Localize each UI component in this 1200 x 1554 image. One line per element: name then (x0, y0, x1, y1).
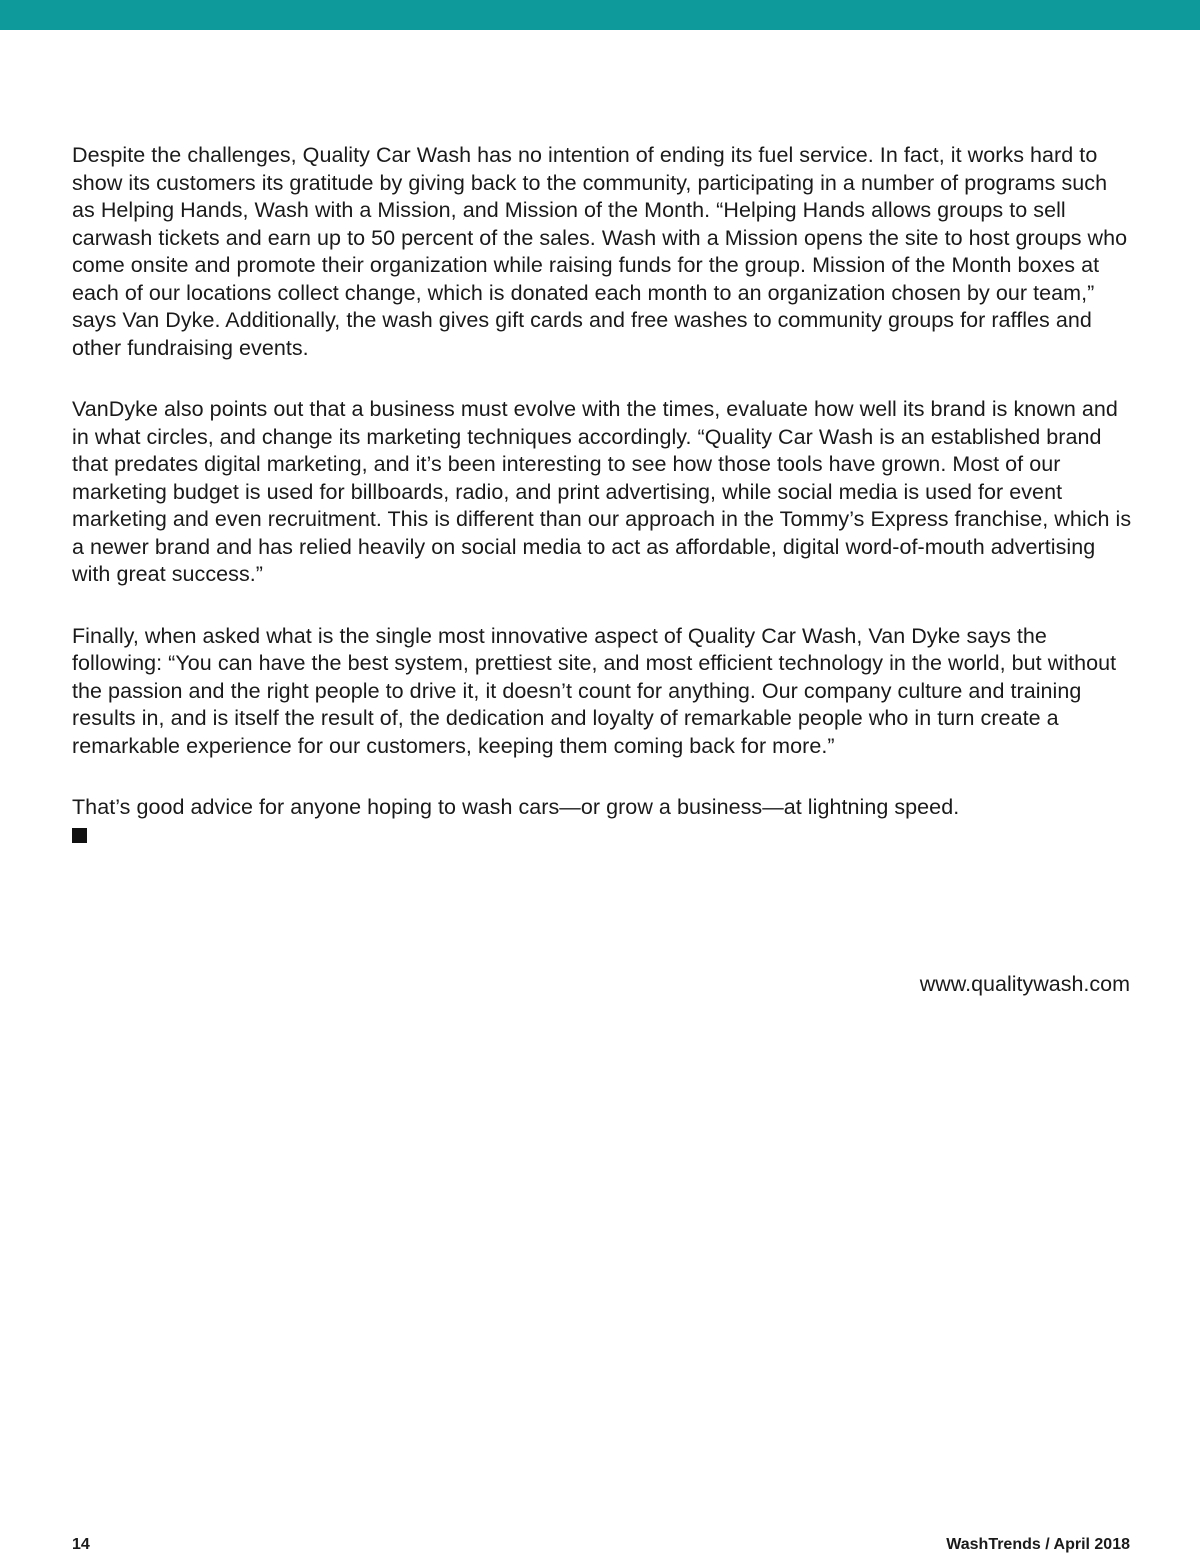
paragraph-conclusion: That’s good advice for anyone hoping to wash cars—or grow a business—at lightning speed. (72, 795, 960, 819)
top-accent-bar (0, 0, 1200, 30)
paragraph-marketing: VanDyke also points out that a business must evolve with the times, evaluate how well its brand is known and in what circles, and change its marketing techniques accordingly. “Quality Car Wash is an established brand that predates digital marketing, and it’s been interesting to see how those tools have grown. Most of our marketing budget is used for billboards, radio, and print advertising, while social media is used for event marketing and even recruitment. This is different than our approach in the Tommy’s Express franchise, which is a newer brand and has relied heavily on social media to act as affordable, digital word-of-mouth advertising with great success.” (72, 397, 1132, 586)
website-url: www.qualitywash.com (919, 972, 1130, 996)
article-body (72, 142, 1132, 843)
page-number: 14 (72, 1536, 90, 1553)
paragraph-community-programs: Despite the challenges, Quality Car Wash has no intention of ending its fuel service. In fact, it works hard to show its customers its gratitude by giving back to the community, participating in a number of programs such as Helping Hands, Wash with a Mission, and Mission of the Month. “Helping Hands allows groups to sell carwash tickets and earn up to 50 percent of the sales. Wash with a Mission opens the site to host groups who come onsite and promote their organization while raising funds for the group. Mission of the Month boxes at each of our locations collect change, which is donated each month to an organization chosen by our team,” says Van Dyke. Additionally, the wash gives gift cards and free washes to community groups for raffles and other fundraising events. (72, 143, 1128, 360)
paragraph-innovation: Finally, when asked what is the single most innovative aspect of Quality Car Wash, Van Dyke says the following: “You can have the best system, prettiest site, and most efficient technology in the world, but without the passion and the right people to drive it, it doesn’t count for anything. Our company culture and training results in, and is itself the result of, the dedication and loyalty of remarkable people who in turn create a remarkable experience for our customers, keeping them coming back for more.” (72, 623, 1117, 758)
end-of-article-square-icon (72, 828, 87, 843)
publication-issue: WashTrends / April 2018 (946, 1536, 1130, 1553)
